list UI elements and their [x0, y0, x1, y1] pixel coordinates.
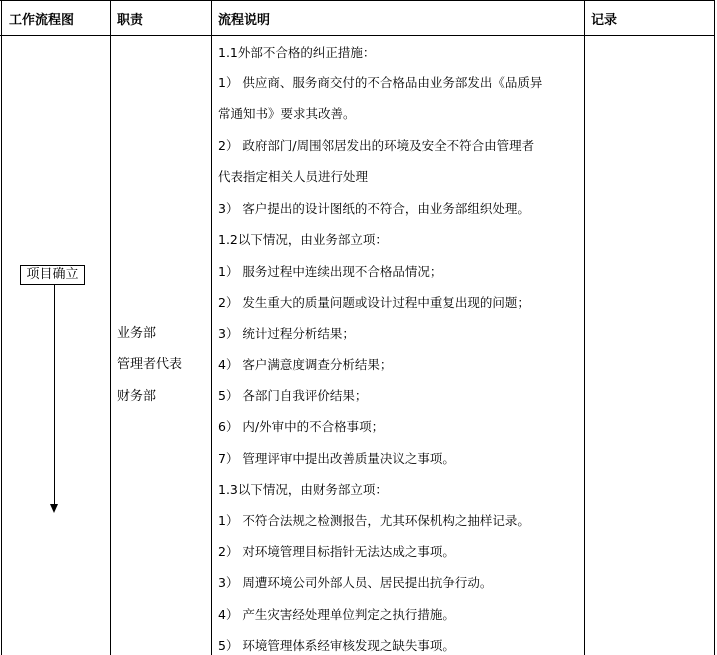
- arrow-down-icon: [50, 504, 58, 513]
- header-responsibility: 职责: [117, 13, 144, 28]
- description-line: 常通知书》要求其改善。: [218, 106, 356, 121]
- column-divider: [110, 0, 111, 655]
- table-border-left: [1, 0, 2, 655]
- description-line: 1.3以下情况，由财务部立项：: [218, 482, 388, 497]
- flow-connector: [54, 285, 55, 505]
- table-border-right: [714, 0, 715, 655]
- header-flowchart: 工作流程图: [9, 13, 75, 28]
- column-divider: [211, 0, 212, 655]
- description-line: 6） 内/外审中的不合格事项；: [218, 419, 385, 434]
- description-line: 2） 政府部门/周围邻居发出的环境及安全不符合由管理者: [218, 138, 535, 153]
- description-line: 7） 管理评审中提出改善质量决议之事项。: [218, 451, 455, 466]
- description-line: 3） 统计过程分析结果；: [218, 326, 355, 341]
- description-line: 1） 不符合法规之检测报告，尤其环保机构之抽样记录。: [218, 513, 530, 528]
- header-record: 记录: [591, 13, 618, 28]
- description-line: 2） 对环境管理目标指针无法达成之事项。: [218, 544, 455, 559]
- description-line: 1） 供应商、服务商交付的不合格品由业务部发出《品质异: [218, 75, 543, 90]
- description-line: 1） 服务过程中连续出现不合格品情况；: [218, 264, 443, 279]
- column-divider: [584, 0, 585, 655]
- header-divider: [0, 35, 715, 36]
- description-line: 3） 周遭环境公司外部人员、居民提出抗争行动。: [218, 575, 493, 590]
- description-line: 2） 发生重大的质量问题或设计过程中重复出现的问题；: [218, 295, 530, 310]
- responsibility-item: 业务部: [117, 326, 157, 341]
- responsibility-item: 财务部: [117, 389, 157, 404]
- description-line: 4） 产生灾害经处理单位判定之执行措施。: [218, 607, 455, 622]
- responsibility-item: 管理者代表: [117, 357, 183, 372]
- description-line: 1.1外部不合格的纠正措施：: [218, 45, 376, 60]
- header-description: 流程说明: [218, 13, 271, 28]
- description-line: 4） 客户满意度调查分析结果；: [218, 357, 393, 372]
- description-line: 5） 各部门自我评价结果；: [218, 388, 368, 403]
- description-line: 5） 环境管理体系经审核发现之缺失事项。: [218, 638, 455, 653]
- table-border-top: [0, 0, 715, 1]
- description-line: 1.2以下情况，由业务部立项：: [218, 232, 388, 247]
- description-line: 3） 客户提出的设计图纸的不符合，由业务部组织处理。: [218, 201, 530, 216]
- description-line: 代表指定相关人员进行处理: [218, 169, 369, 184]
- flow-step-box: 项目确立: [20, 265, 85, 285]
